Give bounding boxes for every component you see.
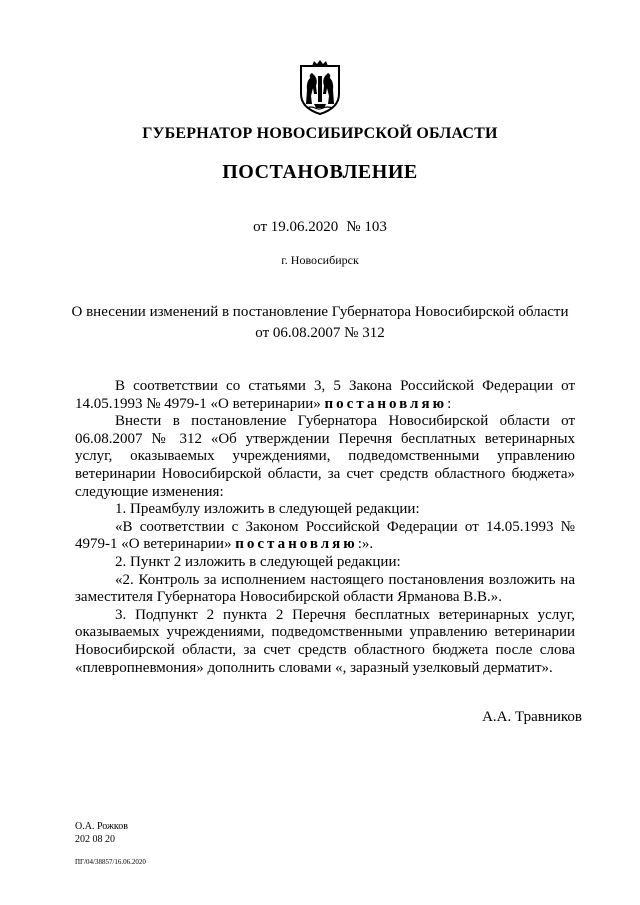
document-code: ПГ/04/38857/16.06.2020: [75, 858, 146, 866]
document-date: от 19.06.2020: [253, 219, 339, 235]
document-type: ПОСТАНОВЛЕНИЕ: [222, 161, 418, 183]
paragraph-item-1: 1. Преамбулу изложить в следующей редакции:: [115, 501, 420, 518]
date-number-line: [0, 219, 640, 236]
city: г. Новосибирск: [281, 253, 359, 267]
paragraph-item-3: 3. Подпункт 2 пункта 2 Перечня бесплатных ветеринарных услуг, оказываемых учреждениями, подведомственными управлению ветеринарии Новосибирской области, за счет средств областного бюджета после слова «плевропневмония» дополнить словами «, заразный узелковый дерматит».: [75, 606, 575, 676]
subject-line-1: О внесении изменений в постановление Губернатора Новосибирской области: [71, 304, 569, 320]
paragraph-preamble: В соответствии со статьями 3, 5 Закона Российской Федерации от 14.05.1993 № 4979-1 «О ветеринарии» постановляю:: [75, 378, 575, 412]
coat-of-arms-icon: [297, 60, 343, 116]
preamble-text: В соответствии со статьями 3, 5 Закона Российской Федерации от 14.05.1993 № 4979-1 «О ветеринарии»: [75, 378, 575, 412]
decree-word: постановляю: [235, 536, 358, 553]
author-phone: 202 08 20: [75, 834, 115, 845]
decree-word: постановляю: [324, 395, 448, 412]
document-subject: [60, 302, 580, 344]
org-title: ГУБЕРНАТОР НОВОСИБИРСКОЙ ОБЛАСТИ: [142, 125, 498, 142]
subject-line-2: от 06.08.2007 № 312: [255, 325, 385, 341]
paragraph-item-2: 2. Пункт 2 изложить в следующей редакции:: [115, 553, 401, 570]
paragraph-quote-2: «2. Контроль за исполнением настоящего постановления возложить на заместителя Губернатора Новосибирской области Ярманова В.В.».: [75, 571, 575, 606]
document-body: [75, 378, 575, 677]
signature-name: А.А. Травников: [482, 709, 582, 725]
document-number: № 103: [346, 219, 387, 235]
author-name: О.А. Рожков: [75, 821, 128, 832]
paragraph-amend: Внести в постановление Губернатора Новосибирской области от 06.08.2007 № 312 «Об утверждении Перечня бесплатных ветеринарных услуг, оказываемых учреждениями, подведомственными управлению ветеринарии Новосибирской области, за счет средств областного бюджета» следующие изменения:: [75, 413, 575, 500]
footer-author-block: [75, 820, 128, 846]
paragraph-quote-1: «В соответствии с Законом Российской Федерации от 14.05.1993 № 4979-1 «О ветеринарии» постановляю:».: [75, 518, 575, 553]
